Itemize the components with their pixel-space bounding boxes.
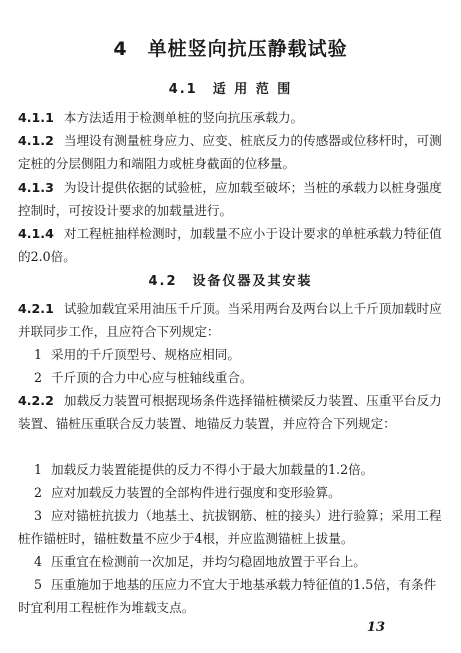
clause-number: 4.2.2 — [18, 393, 54, 408]
page-number: 13 — [366, 620, 385, 635]
clause-text: 本方法适用于检测单桩的竖向抗压承载力。 — [63, 110, 304, 125]
clause-number: 4.1.3 — [18, 180, 54, 195]
list-item — [18, 481, 444, 504]
list-item — [18, 458, 444, 481]
item-number: 5 — [33, 577, 42, 592]
list-item — [18, 573, 444, 619]
clause-4-1-3 — [18, 176, 444, 222]
item-text: 采用的千斤顶型号、规格应相同。 — [51, 347, 240, 362]
clause-text: 对工程桩抽样检测时，加载量不应小于设计要求的单桩承载力特征值的2.0倍。 — [18, 226, 442, 264]
clause-4-1-1 — [18, 106, 444, 129]
clause-4-2-2 — [18, 389, 444, 435]
item-text: 应对加载反力装置的全部构件进行强度和变形验算。 — [51, 485, 341, 500]
item-number: 1 — [33, 462, 42, 477]
clause-number: 4.2.1 — [18, 301, 54, 316]
item-number: 3 — [33, 508, 42, 523]
clause-number: 4.1.1 — [18, 110, 54, 125]
item-number: 2 — [33, 370, 42, 385]
item-number: 2 — [33, 485, 42, 500]
chapter-title: 4 单桩竖向抗压静载试验 — [113, 38, 348, 60]
clause-4-2-1 — [18, 297, 444, 343]
clause-text: 当埋设有测量桩身应力、应变、桩底反力的传感器或位移杆时，可测定桩的分层侧阻力和端阻力或桩身截面的位移量。 — [18, 133, 442, 171]
clause-number: 4.1.2 — [18, 133, 54, 148]
clause-4-1-4 — [18, 222, 444, 268]
item-text: 压重施加于地基的压应力不宜大于地基承载力特征值的1.5倍，有条件时宜利用工程桩作为堆载支点。 — [18, 577, 437, 615]
item-text: 应对锚桩抗拔力（地基土、抗拔钢筋、桩的接头）进行验算；采用工程桩作锚桩时，锚桩数量不应少于4根，并应监测锚桩上拔量。 — [18, 508, 442, 546]
item-number: 4 — [33, 554, 42, 569]
item-text: 千斤顶的合力中心应与桩轴线重合。 — [51, 370, 253, 385]
list-item — [18, 366, 444, 389]
item-text: 加载反力装置能提供的反力不得小于最大加载量的1.2倍。 — [51, 462, 374, 477]
clause-text: 试验加载宜采用油压千斤顶。当采用两台及两台以上千斤顶加载时应并联同步工作，且应符合下列规定： — [18, 301, 442, 339]
clause-text: 加载反力装置可根据现场条件选择锚桩横梁反力装置、压重平台反力装置、锚桩压重联合反力装置、地锚反力装置，并应符合下列规定： — [18, 393, 442, 431]
section-title-4-2: 4.2 设备仪器及其安装 — [148, 274, 313, 289]
list-item — [18, 504, 444, 550]
list-item — [18, 343, 444, 366]
clause-4-1-2 — [18, 129, 444, 175]
section-title-4-1: 4.1 适 用 范 围 — [168, 82, 293, 97]
clause-text: 为设计提供依据的试验桩，应加载至破坏；当桩的承载力以桩身强度控制时，可按设计要求的加载量进行。 — [18, 180, 442, 218]
item-text: 压重宜在检测前一次加足，并均匀稳固地放置于平台上。 — [51, 554, 366, 569]
item-number: 1 — [33, 347, 42, 362]
clause-number: 4.1.4 — [18, 226, 54, 241]
list-item — [18, 550, 444, 573]
